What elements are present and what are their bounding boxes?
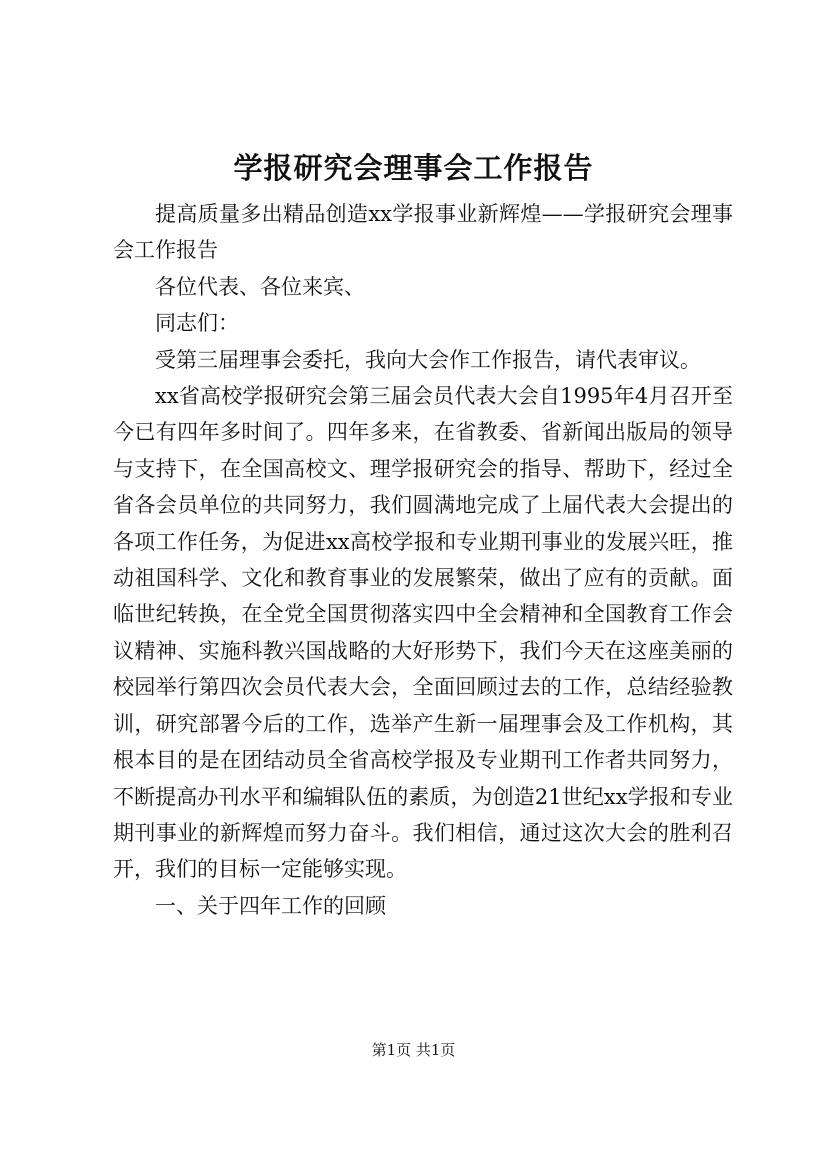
document-title: 学报研究会理事会工作报告 [233,151,594,185]
section-heading: 一、关于四年工作的回顾 [155,893,386,918]
document-body [113,196,733,924]
paragraph-salutation: 同志们： [155,311,239,336]
paragraph-greeting: 各位代表、各位来宾、 [155,274,365,299]
paragraph-main: xx省高校学报研究会第三届会员代表大会自1995年4月召开至今已有四年多时间了。四年多来，在省教委、省新闻出版局的领导与支持下，在全国高校文、理学报研究会的指导、帮助下，经过全省各会员单位的共同努力，我们圆满地完成了上届代表大会提出的各项工作任务，为促进xx高校学报和专业期刊事业的发展兴旺，推动祖国科学、文化和教育事业的发展繁荣，做出了应有的贡献。面临世纪转换，在全党全国贯彻落实四中全会精神和全国教育工作会议精神、实施科教兴国战略的大好形势下，我们今天在这座美丽的校园举行第四次会员代表大会，全面回顾过去的工作，总结经验教训，研究部署今后的工作，选举产生新一届理事会及工作机构，其根本目的是在团结动员全省高校学报及专业期刊工作者共同努力，不断提高办刊水平和编辑队伍的素质，为创造21世纪xx学报和专业期刊事业的新辉煌而努力奋斗。我们相信，通过这次大会的胜利召开，我们的目标一定能够实现。 [113,384,733,882]
paragraph-subtitle: 提高质量多出精品创造xx学报事业新辉煌——学报研究会理事会工作报告 [113,202,733,263]
paragraph-intro: 受第三届理事会委托，我向大会作工作报告，请代表审议。 [155,347,701,372]
page-footer: 第1页 共1页 [371,1041,456,1059]
